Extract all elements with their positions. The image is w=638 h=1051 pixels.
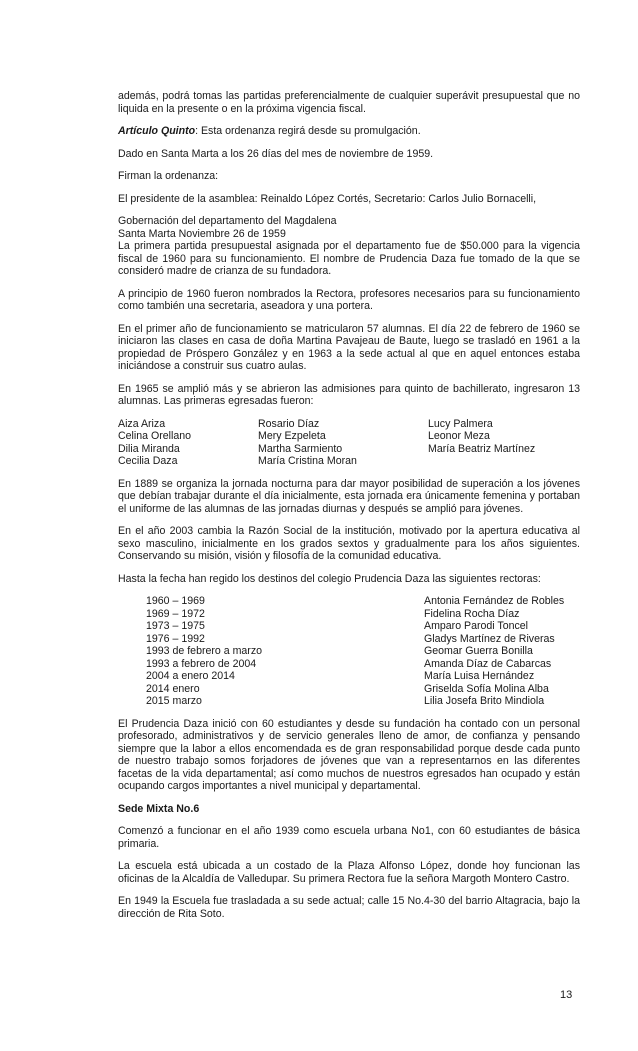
rectora-period: 1993 a febrero de 2004 <box>146 657 257 670</box>
fecha-line: Santa Marta Noviembre 26 de 1959 <box>118 227 286 240</box>
articulo-text: : Esta ordenanza regirá desde su promulgación. <box>195 125 421 137</box>
rectora-name: Geomar Guerra Bonilla <box>424 645 533 657</box>
egresada-name: María Cristina Moran <box>258 455 357 467</box>
rectoras-list <box>118 595 580 708</box>
egresada-name: Aiza Ariza <box>118 417 166 430</box>
egresada-name: Leonor Meza <box>428 430 490 442</box>
rectora-period: 2014 enero <box>146 682 200 695</box>
rectora-name: Lilia Josefa Brito Mindiola <box>424 695 545 707</box>
egresada-name: Lucy Palmera <box>428 417 493 430</box>
egresada-name <box>428 455 580 468</box>
rectora-period: 1993 de febrero a marzo <box>146 645 263 657</box>
egresada-name: Rosario Díaz <box>258 417 320 430</box>
egresada-name: Martha Sarmiento <box>258 442 343 455</box>
paragraph-1949: En 1949 la Escuela fue trasladada a su sede actual; calle 15 No.4-30 del barrio Altagracia, bajo la dirección de Rita Soto. <box>118 895 580 920</box>
paragraph-partida: La primera partida presupuestal asignada por el departamento fue de $50.000 para la vigencia fiscal de 1960 para su funcionamiento. El nombre de Prudencia Daza fue tomado de la que se consideró madre de crianza de su fundadora. <box>118 240 580 277</box>
paragraph-inicio: El Prudencia Daza inició con 60 estudiantes y desde su fundación ha contado con un personal profesorado, administrativos y de servicio generales lleno de amor, de confianza y pensando siempre que la labor a ellos encomendada es de gran responsabilidad porque desde cada punto de nuestro trabajo somos forjadores de jóvenes que van a representarnos en las diferentes facetas de la vida departamental; así como muchos de nuestros egresados han ocupado y están ocupando cargos importantes a nivel municipal y departamental. <box>118 717 580 792</box>
paragraph-1960: A principio de 1960 fueron nombrados la Rectora, profesores necesarios para su funcionamiento como también una secretaria, aseadora y una portera. <box>118 287 580 312</box>
rectora-name: Fidelina Rocha Díaz <box>424 607 520 620</box>
gobernacion-line: Gobernación del departamento del Magdalena <box>118 215 337 227</box>
rectora-period: 1960 – 1969 <box>146 595 205 607</box>
egresada-name: Dilia Miranda <box>118 442 180 455</box>
rectora-name: Antonia Fernández de Robles <box>424 595 565 607</box>
paragraph-2003: En el año 2003 cambia la Razón Social de la institución, motivado por la apertura educativa al sexo masculino, inicialmente en los grados sextos y gradualmente para los años siguientes. Conservando su misión, visión y filosofía de la comunidad educativa. <box>118 525 580 562</box>
paragraph-rectoras-intro: Hasta la fecha han regido los destinos del colegio Prudencia Daza las siguientes rectoras: <box>118 572 541 585</box>
egresada-name: Celina Orellano <box>118 430 192 442</box>
articulo-label: Artículo Quinto <box>118 125 196 137</box>
articulo-quinto <box>118 125 580 138</box>
rectora-period: 1973 – 1975 <box>146 620 205 632</box>
paragraph-1889: En 1889 se organiza la jornada nocturna para dar mayor posibilidad de superación a los jóvenes que debían trabajar durante el día inicialmente, esta jornada era únicamente femenina y portaban el uniforme de las alumnas de las jornadas diurnas y después se amplió para jóvenes. <box>118 477 580 515</box>
rectora-period: 1976 – 1992 <box>146 632 205 645</box>
firman-line: Firman la ordenanza: <box>118 170 219 182</box>
rectora-name: Amparo Parodi Toncel <box>424 620 529 632</box>
section-heading-sede-mixta: Sede Mixta No.6 <box>118 802 200 815</box>
dado-en-santa-marta: Dado en Santa Marta a los 26 días del mes de noviembre de 1959. <box>118 147 434 160</box>
egresadas-list <box>118 418 580 468</box>
rectora-name: Gladys Martínez de Riveras <box>424 632 555 645</box>
rectora-name: María Luisa Hernández <box>424 670 535 682</box>
paragraph-ubicada: La escuela está ubicada a un costado de la Plaza Alfonso López, donde hoy funcionan las oficinas de la Alcaldía de Valledupar. Su primera Rectora fue la señora Margoth Montero Castro. <box>118 860 580 885</box>
page-body <box>118 90 580 930</box>
paragraph-1939: Comenzó a funcionar en el año 1939 como escuela urbana No1, con 60 estudiantes de básica primaria. <box>118 825 580 850</box>
egresada-name: María Beatriz Martínez <box>428 442 536 455</box>
rectora-name: Griselda Sofía Molina Alba <box>424 682 549 695</box>
paragraph-primer-ano: En el primer año de funcionamiento se matricularon 57 alumnas. El día 22 de febrero de 1960 se iniciaron las clases en casa de doña Martina Pavajeau de Baute, luego se trasladó en 1961 a la propiedad de Próspero González y en 1963 a la sede actual al que en aquel entonces estaba iniciándose a construir sus cuatro aulas. <box>118 322 580 372</box>
rectora-period: 2004 a enero 2014 <box>146 670 235 682</box>
rectora-period: 2015 marzo <box>146 695 202 707</box>
egresada-name: Cecilia Daza <box>118 455 178 467</box>
paragraph-continuation: además, podrá tomas las partidas preferencialmente de cualquier superávit presupuestal que no liquida en la presente o en la próxima vigencia fiscal. <box>118 90 580 115</box>
rectora-period: 1969 – 1972 <box>146 607 205 620</box>
presidente-line: El presidente de la asamblea: Reinaldo López Cortés, Secretario: Carlos Julio Bornacelli, <box>118 192 537 205</box>
paragraph-1965: En 1965 se amplió más y se abrieron las admisiones para quinto de bachillerato, ingresaron 13 alumnas. Las primeras egresadas fueron: <box>118 382 580 407</box>
egresada-name: Mery Ezpeleta <box>258 430 326 442</box>
rectora-name: Amanda Díaz de Cabarcas <box>424 657 552 670</box>
page-number: 13 <box>560 989 573 1001</box>
